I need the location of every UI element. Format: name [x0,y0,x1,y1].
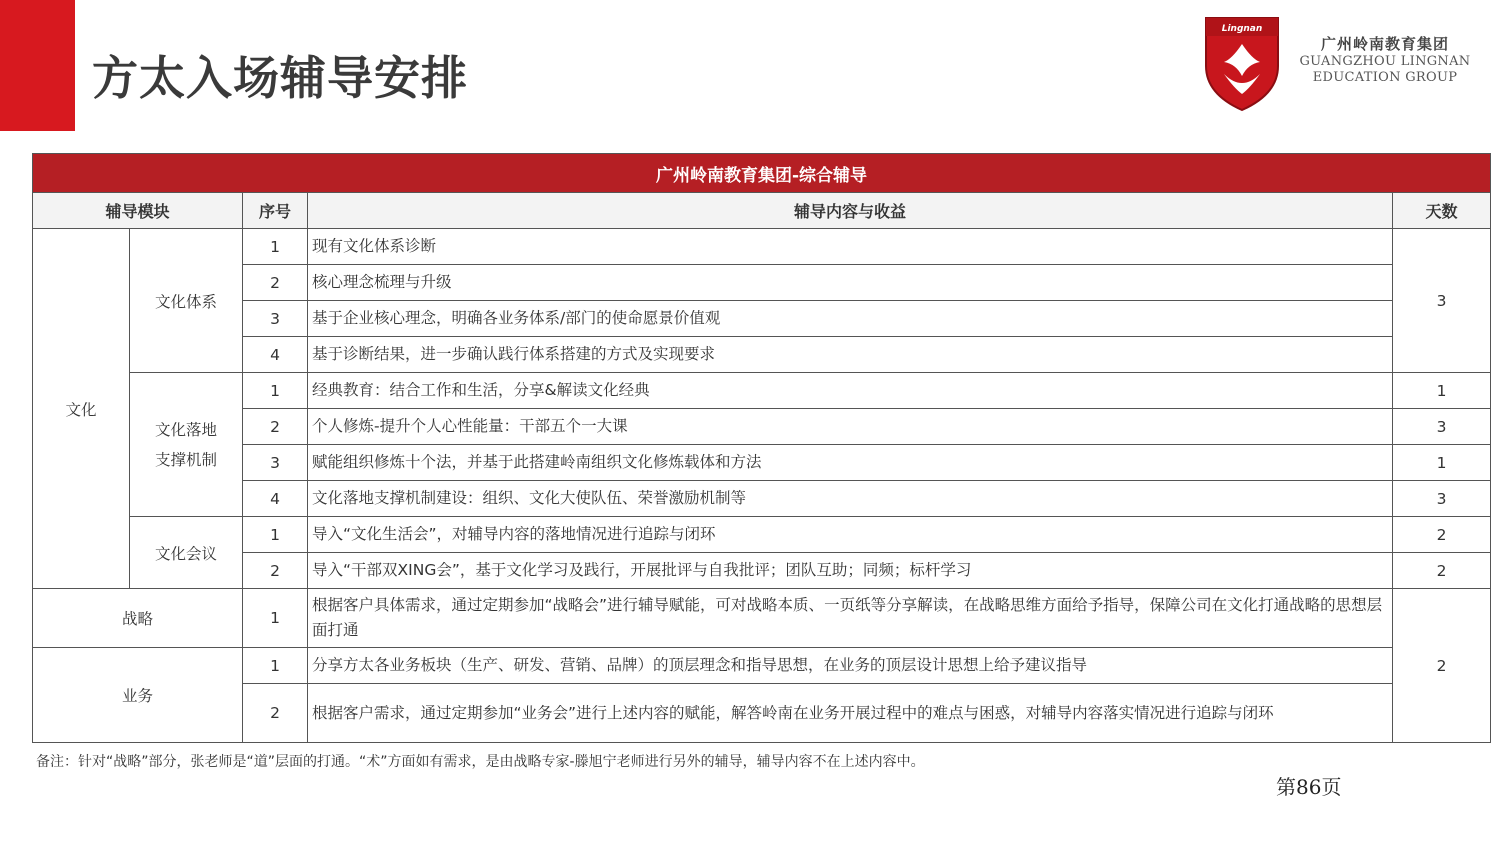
days-cell: 1 [1393,445,1491,481]
content-cell: 根据客户具体需求，通过定期参加“战略会”进行辅导赋能，可对战略本质、一页纸等分享解读，在战略思维方面给予指导，保障公司在文化打通战略的思想层面打通 [308,589,1393,648]
content-cell: 基于企业核心理念，明确各业务体系/部门的使命愿景价值观 [308,301,1393,337]
table-row [33,648,1491,684]
header-module: 辅导模块 [33,193,243,229]
subgroup-culture-landing: 文化落地 支撑机制 [130,373,243,517]
table-row [33,301,1491,337]
seq-cell: 1 [243,229,308,265]
days-cell: 2 [1393,589,1491,743]
page-title: 方太入场辅导安排 [92,51,468,105]
table-banner: 广州岭南教育集团-综合辅导 [33,154,1491,193]
seq-cell: 1 [243,589,308,648]
logo-badge-text: Lingnan [1221,24,1263,34]
table-row [33,684,1491,743]
title-accent-bar [0,0,75,131]
shield-logo-icon [1202,14,1282,114]
table-row [33,373,1491,409]
seq-cell: 2 [243,553,308,589]
seq-cell: 2 [243,684,308,743]
logo-text [1293,34,1477,86]
days-cell: 3 [1393,409,1491,445]
days-cell: 3 [1393,229,1491,373]
days-cell: 2 [1393,553,1491,589]
header-content: 辅导内容与收益 [308,193,1393,229]
coaching-schedule-table [32,153,1491,743]
content-cell: 导入“文化生活会”，对辅导内容的落地情况进行追踪与闭环 [308,517,1393,553]
logo-org-cn: 广州岭南教育集团 [1320,35,1449,53]
content-cell: 文化落地支撑机制建设：组织、文化大使队伍、荣誉激励机制等 [308,481,1393,517]
seq-cell: 4 [243,481,308,517]
seq-cell: 1 [243,373,308,409]
content-cell: 基于诊断结果，进一步确认践行体系搭建的方式及实现要求 [308,337,1393,373]
seq-cell: 2 [243,265,308,301]
group-culture: 文化 [33,229,130,589]
table-row [33,481,1491,517]
table-row [33,229,1491,265]
seq-cell: 3 [243,301,308,337]
seq-cell: 1 [243,517,308,553]
logo-org-en-1: GUANGZHOU LINGNAN [1299,54,1471,69]
content-cell: 导入“干部双XING会”，基于文化学习及践行，开展批评与自我批评；团队互助；同频；标杆学习 [308,553,1393,589]
table-row [33,553,1491,589]
days-cell: 3 [1393,481,1491,517]
page-number: 第86页 [1276,775,1342,799]
days-cell: 2 [1393,517,1491,553]
days-cell: 1 [1393,373,1491,409]
content-cell: 现有文化体系诊断 [308,229,1393,265]
table-footnote: 备注：针对“战略”部分，张老师是“道”层面的打通。“术”方面如有需求，是由战略专家-滕旭宁老师进行另外的辅导，辅导内容不在上述内容中。 [36,754,925,770]
seq-cell: 4 [243,337,308,373]
header-seq: 序号 [243,193,308,229]
header-days: 天数 [1393,193,1491,229]
logo-org-en-2: EDUCATION GROUP [1312,70,1458,85]
content-cell: 根据客户需求，通过定期参加“业务会”进行上述内容的赋能，解答岭南在业务开展过程中的难点与困惑，对辅导内容落实情况进行追踪与闭环 [308,684,1393,743]
subgroup-culture-system: 文化体系 [130,229,243,373]
seq-cell: 2 [243,409,308,445]
seq-cell: 3 [243,445,308,481]
content-cell: 个人修炼-提升个人心性能量：干部五个一大课 [308,409,1393,445]
table-row [33,265,1491,301]
table-row [33,409,1491,445]
table-row [33,517,1491,553]
content-cell: 经典教育：结合工作和生活，分享&解读文化经典 [308,373,1393,409]
table-row [33,337,1491,373]
group-business: 业务 [33,648,243,743]
group-strategy: 战略 [33,589,243,648]
table-row [33,445,1491,481]
content-cell: 核心理念梳理与升级 [308,265,1393,301]
subgroup-culture-meeting: 文化会议 [130,517,243,589]
seq-cell: 1 [243,648,308,684]
content-cell: 赋能组织修炼十个法，并基于此搭建岭南组织文化修炼载体和方法 [308,445,1393,481]
content-cell: 分享方太各业务板块（生产、研发、营销、品牌）的顶层理念和指导思想，在业务的顶层设计思想上给予建议指导 [308,648,1393,684]
table-row [33,589,1491,648]
